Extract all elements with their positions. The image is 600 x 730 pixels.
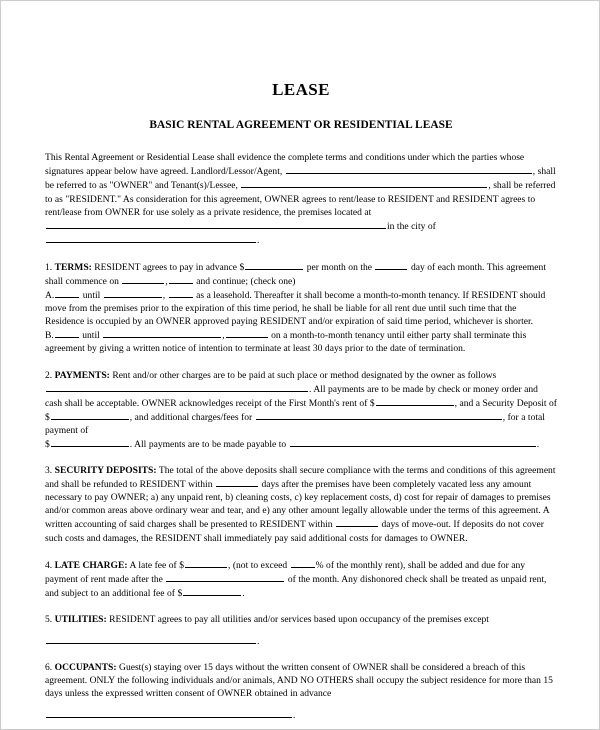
payable-to-blank[interactable]	[290, 437, 536, 447]
first-month-rent-blank[interactable]	[376, 396, 454, 406]
leasehold-year-blank[interactable]	[169, 288, 193, 298]
refund-days-blank[interactable]	[216, 477, 258, 487]
rent-day-blank[interactable]	[375, 260, 407, 270]
section-4-number: 4.	[45, 559, 53, 571]
section-4-text-1: A late fee of $	[127, 559, 184, 571]
section-2-text-2: . All payments are to be made by check or money order and cash shall be acceptable. OWNER acknowledges receipt of the First Month's rent of $	[45, 383, 538, 409]
intro-paragraph	[45, 131, 557, 218]
page-subtitle: BASIC RENTAL AGREEMENT OR RESIDENTIAL LEASE	[149, 118, 453, 131]
page-title: LEASE	[272, 80, 330, 99]
section-1-text-12: ,	[222, 330, 225, 342]
section-1-text-5: and continue; (check one)	[193, 275, 296, 287]
section-5-text-1: RESIDENT agrees to pay all utilities and/or services based upon occupancy of the premises except	[106, 613, 489, 625]
option-b-label: B.	[45, 330, 54, 342]
section-6-number: 6.	[45, 662, 53, 674]
occupants-list-line	[45, 700, 557, 722]
section-1-text-4: ,	[165, 275, 168, 287]
late-fee-percent-blank[interactable]	[291, 558, 315, 568]
section-6-period: .	[293, 710, 296, 722]
dishonored-check-fee-blank[interactable]	[183, 586, 241, 596]
section-1-text-1: RESIDENT agrees to pay in advance $	[91, 261, 245, 273]
month-to-month-year-blank[interactable]	[226, 328, 268, 338]
section-2-text-8: . All payments are to be made payable to	[129, 439, 289, 451]
section-2-text-4: $	[45, 411, 50, 423]
leasehold-date-blank[interactable]	[104, 288, 162, 298]
section-6-heading: OCCUPANTS:	[54, 662, 117, 674]
section-3-text-1: The total of the above deposits shall secure compliance with the terms and conditions of this agreement and shall be refunded to RESIDENT within	[45, 465, 556, 491]
section-1-text-13: on a month-to-month tenancy until either party shall terminate this agreement by giving a written notice of intention to terminate at least 30 days prior to the date of termination.	[45, 330, 527, 355]
section-1-heading: TERMS:	[54, 261, 92, 273]
city-label: in the city of	[387, 220, 436, 232]
section-2-period: .	[536, 439, 540, 451]
section-3-security-deposits	[45, 451, 557, 545]
section-5-number: 5.	[45, 613, 53, 625]
section-1-terms	[45, 247, 557, 356]
section-3-heading: SECURITY DEPOSITS:	[54, 465, 157, 477]
section-2-text-3: , and a Security Deposit of	[454, 397, 557, 409]
accounting-days-blank[interactable]	[336, 517, 378, 527]
intro-text-3: , shall be referred to as "RESIDENT." As consideration for this agreement, OWNER agrees to rent/lease to RESIDENT and RESIDENT agrees to rent/lease from OWNER for use solely as a private residence, the premises located at	[45, 180, 556, 218]
utilities-exception-line	[45, 626, 557, 648]
commence-date-blank[interactable]	[122, 274, 164, 284]
rent-amount-blank[interactable]	[245, 260, 303, 270]
section-1-text-3: day of each month. This agreement shall commence on	[45, 261, 546, 287]
section-1-text-7: until	[80, 290, 103, 302]
city-blank[interactable]	[46, 233, 256, 243]
section-4-period: .	[242, 587, 245, 599]
total-payment-blank[interactable]	[51, 437, 129, 447]
section-5-heading: UTILITIES:	[54, 613, 107, 625]
intro-text-1: This Rental Agreement or Residential Lease shall evidence the complete terms and conditions under which the parties whose signatures appear below have agreed. Landlord/Lessor/Agent,	[45, 152, 525, 178]
document-content	[45, 1, 557, 723]
intro-text-2: , shall be referred to as "OWNER" and Tenant(s)/Lessee,	[45, 166, 556, 192]
late-day-blank[interactable]	[166, 572, 284, 582]
section-3-text-2: days after the premises have been completely vacated less any amount necessary to pay OWNER; a) any unpaid rent, b) cleaning costs, c) key replacement costs, d) cost for repair of damages to premises and/or common areas above ordinary wear and tear, and e) any other amount legally allowable under the terms of this agreement. A written accounting of said charges shall be presented to RESIDENT within	[45, 479, 551, 531]
security-deposit-blank[interactable]	[51, 410, 129, 420]
section-1-text-8: ,	[162, 290, 168, 302]
option-b-checkbox-blank[interactable]	[55, 328, 79, 338]
section-2-text-6: , for a total payment of	[45, 411, 545, 436]
section-1-text-9: as a leasehold. Thereafter it shall become a month-to-month tenancy. If RESIDENT should move from the premises prior to the expiration of this time period, he shall be liable for all rent due until such time that the Residence is occupied by an OWNER approved paying RESIDENT and/or expiration of said time period, whichever is shorter.	[45, 290, 546, 328]
section-1-text-11: until	[79, 330, 103, 342]
section-2-number: 2.	[45, 369, 53, 381]
section-5-utilities	[45, 600, 557, 648]
section-4-heading: LATE CHARGE:	[54, 559, 128, 571]
section-2-payments	[45, 356, 557, 452]
month-to-month-date-blank[interactable]	[103, 328, 221, 338]
option-a-label: A.	[45, 290, 55, 302]
section-1-number: 1.	[45, 261, 53, 273]
occupants-list-blank[interactable]	[46, 716, 292, 718]
additional-charges-blank[interactable]	[256, 410, 502, 420]
section-4-text-3: % of the monthly rent), shall be added and due for any payment of rent made after the	[45, 559, 526, 585]
section-2-text-7: $	[45, 439, 50, 451]
section-4-text-4: of the month. Any dishonored check shall be treated as unpaid rent, and subject to an additional fee of $	[45, 573, 547, 599]
landlord-blank[interactable]	[286, 164, 532, 174]
section-3-number: 3.	[45, 465, 53, 477]
section-5-period: .	[257, 636, 260, 648]
section-2-heading: PAYMENTS:	[54, 369, 110, 381]
option-a-checkbox-blank[interactable]	[55, 288, 79, 298]
section-4-text-2: , (not to exceed	[227, 559, 290, 571]
section-2-text-1: Rent and/or other charges are to be paid at such place or method designated by the owner as follows	[109, 369, 497, 381]
tenant-blank[interactable]	[241, 178, 487, 188]
premises-address-blank[interactable]	[46, 219, 386, 229]
section-4-late-charge	[45, 545, 557, 600]
section-6-occupants	[45, 648, 557, 722]
commence-year-blank[interactable]	[169, 274, 193, 284]
section-2-text-5: , and additional charges/fees for	[129, 411, 255, 423]
premises-location-line	[45, 219, 557, 247]
intro-period: .	[257, 234, 260, 246]
section-3-text-3: days of move-out. If deposits do not cover such costs and damages, the RESIDENT shall immediately pay said additional costs for damages to OWNER.	[45, 519, 544, 544]
section-1-text-2: per month on the	[304, 261, 375, 273]
section-6-text-1: Guest(s) staying over 15 days without the written consent of OWNER shall be considered a breach of this agreement. ONLY the following individuals and/or animals, AND NO OTHERS shall occupy the subject residence for more than 15 days unless the expressed written consent of OWNER obtained in advance	[45, 662, 553, 700]
payment-method-blank[interactable]	[46, 382, 308, 392]
late-fee-blank[interactable]	[185, 558, 227, 568]
utilities-exception-blank[interactable]	[46, 642, 256, 644]
